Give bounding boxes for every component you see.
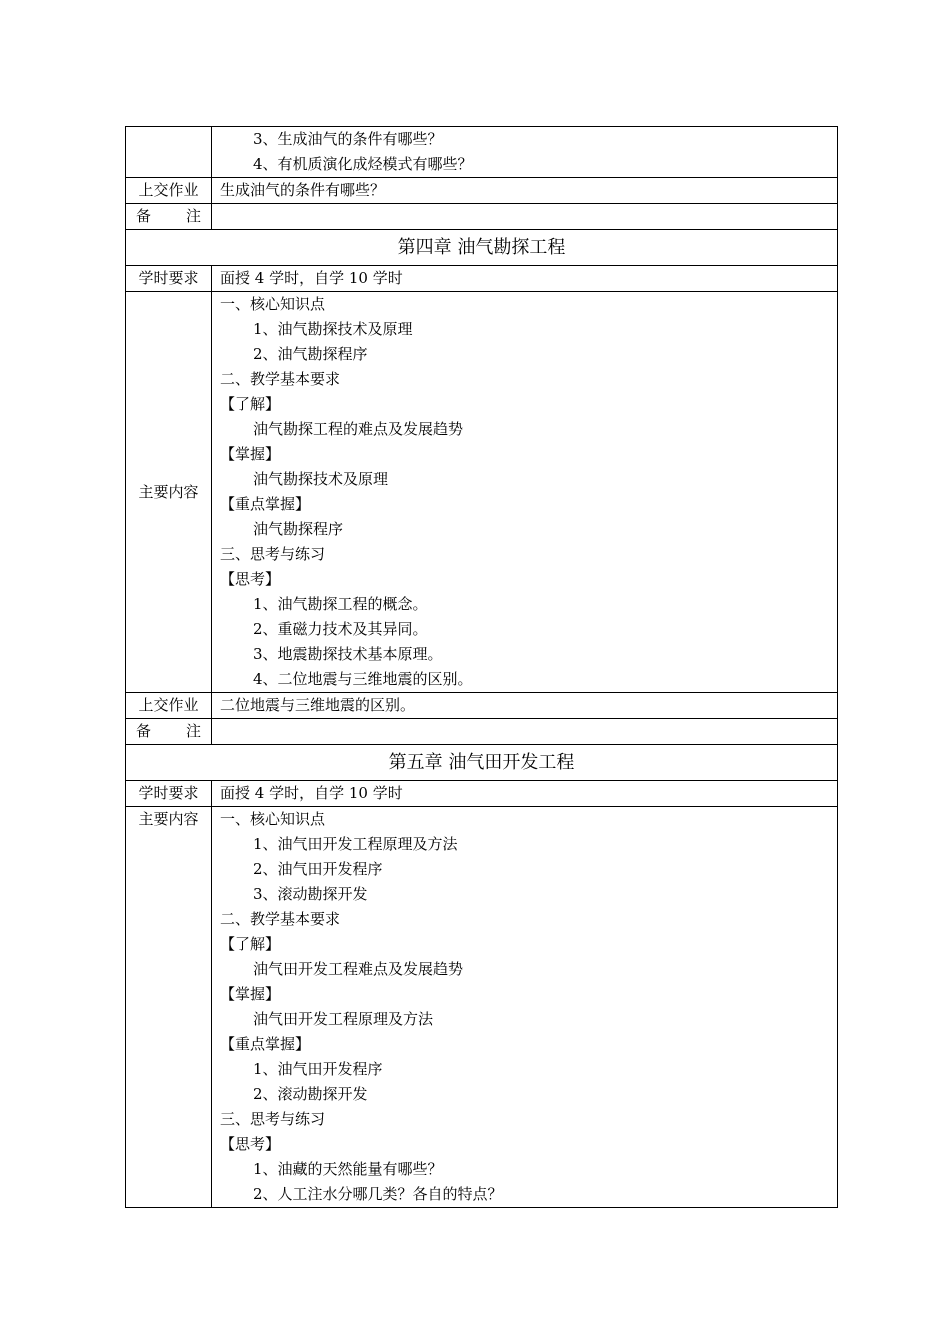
remark-label: 备 注: [126, 204, 212, 230]
chapter-5-content-cell: [212, 807, 838, 1208]
syllabus-page: [125, 126, 838, 1208]
submit-text: 生成油气的条件有哪些？: [212, 178, 838, 204]
content-label: 主要内容: [126, 292, 212, 693]
top-content-row: [126, 127, 838, 178]
chapter-4-hours-row: [126, 266, 838, 292]
content-line: 【思考】: [220, 570, 281, 588]
content-line: 2、人工注水分哪几类？各自的特点？: [253, 1185, 503, 1203]
chapter-5-title: 第五章 油气田开发工程: [126, 745, 838, 781]
chapter-4-content-cell: [212, 292, 838, 693]
content-line: 2、重磁力技术及其异同。: [253, 620, 428, 638]
chapter-4-remark-row: [126, 719, 838, 745]
top-submit-row: [126, 178, 838, 204]
chapter-5-content-row: [126, 807, 838, 1208]
chapter-5-hours-row: [126, 781, 838, 807]
content-line: 4、二位地震与三维地震的区别。: [253, 670, 473, 688]
content-line: 2、油气勘探程序: [253, 345, 368, 363]
content-line: 2、滚动勘探开发: [253, 1085, 368, 1103]
section-heading: 一、核心知识点: [220, 295, 326, 313]
content-line: 【重点掌握】: [220, 1035, 311, 1053]
hours-text: 面授 4 学时，自学 10 学时: [212, 781, 838, 807]
content-line: 1、油气勘探工程的概念。: [253, 595, 428, 613]
content-line: 【思考】: [220, 1135, 281, 1153]
chapter-4-title-row: [126, 230, 838, 266]
hours-label: 学时要求: [126, 266, 212, 292]
remark-text: [212, 204, 838, 230]
section-heading: 三、思考与练习: [220, 1110, 326, 1128]
content-line: 【了解】: [220, 935, 281, 953]
section-heading: 二、教学基本要求: [220, 370, 341, 388]
submit-label: 上交作业: [126, 693, 212, 719]
section-heading: 一、核心知识点: [220, 810, 326, 828]
content-line: 4、有机质演化成烃模式有哪些？: [253, 155, 473, 173]
content-line: 1、油气田开发程序: [253, 1060, 383, 1078]
content-line: 1、油气田开发工程原理及方法: [253, 835, 458, 853]
chapter-4-content-row: [126, 292, 838, 693]
top-content-cell: [212, 127, 838, 178]
content-line: 油气勘探程序: [253, 520, 344, 538]
content-line: 【了解】: [220, 395, 281, 413]
chapter-4-submit-row: [126, 693, 838, 719]
top-content-label-cell: [126, 127, 212, 178]
content-line: 【掌握】: [220, 445, 281, 463]
hours-text: 面授 4 学时，自学 10 学时: [212, 266, 838, 292]
top-remark-row: [126, 204, 838, 230]
section-heading: 二、教学基本要求: [220, 910, 341, 928]
content-line: 1、油藏的天然能量有哪些？: [253, 1160, 443, 1178]
content-line: 3、生成油气的条件有哪些？: [253, 130, 443, 148]
content-line: 【掌握】: [220, 985, 281, 1003]
content-line: 油气勘探工程的难点及发展趋势: [253, 420, 464, 438]
content-line: 2、油气田开发程序: [253, 860, 383, 878]
chapter-5-title-row: [126, 745, 838, 781]
content-line: 【重点掌握】: [220, 495, 311, 513]
content-label: 主要内容: [126, 807, 212, 1208]
content-line: 1、油气勘探技术及原理: [253, 320, 413, 338]
hours-label: 学时要求: [126, 781, 212, 807]
content-line: 油气勘探技术及原理: [253, 470, 389, 488]
submit-label: 上交作业: [126, 178, 212, 204]
section-heading: 三、思考与练习: [220, 545, 326, 563]
submit-text: 二位地震与三维地震的区别。: [212, 693, 838, 719]
content-line: 油气田开发工程难点及发展趋势: [253, 960, 464, 978]
remark-label: 备 注: [126, 719, 212, 745]
syllabus-table: [125, 126, 838, 1208]
remark-text: [212, 719, 838, 745]
content-line: 油气田开发工程原理及方法: [253, 1010, 434, 1028]
chapter-4-title: 第四章 油气勘探工程: [126, 230, 838, 266]
content-line: 3、滚动勘探开发: [253, 885, 368, 903]
content-line: 3、地震勘探技术基本原理。: [253, 645, 443, 663]
